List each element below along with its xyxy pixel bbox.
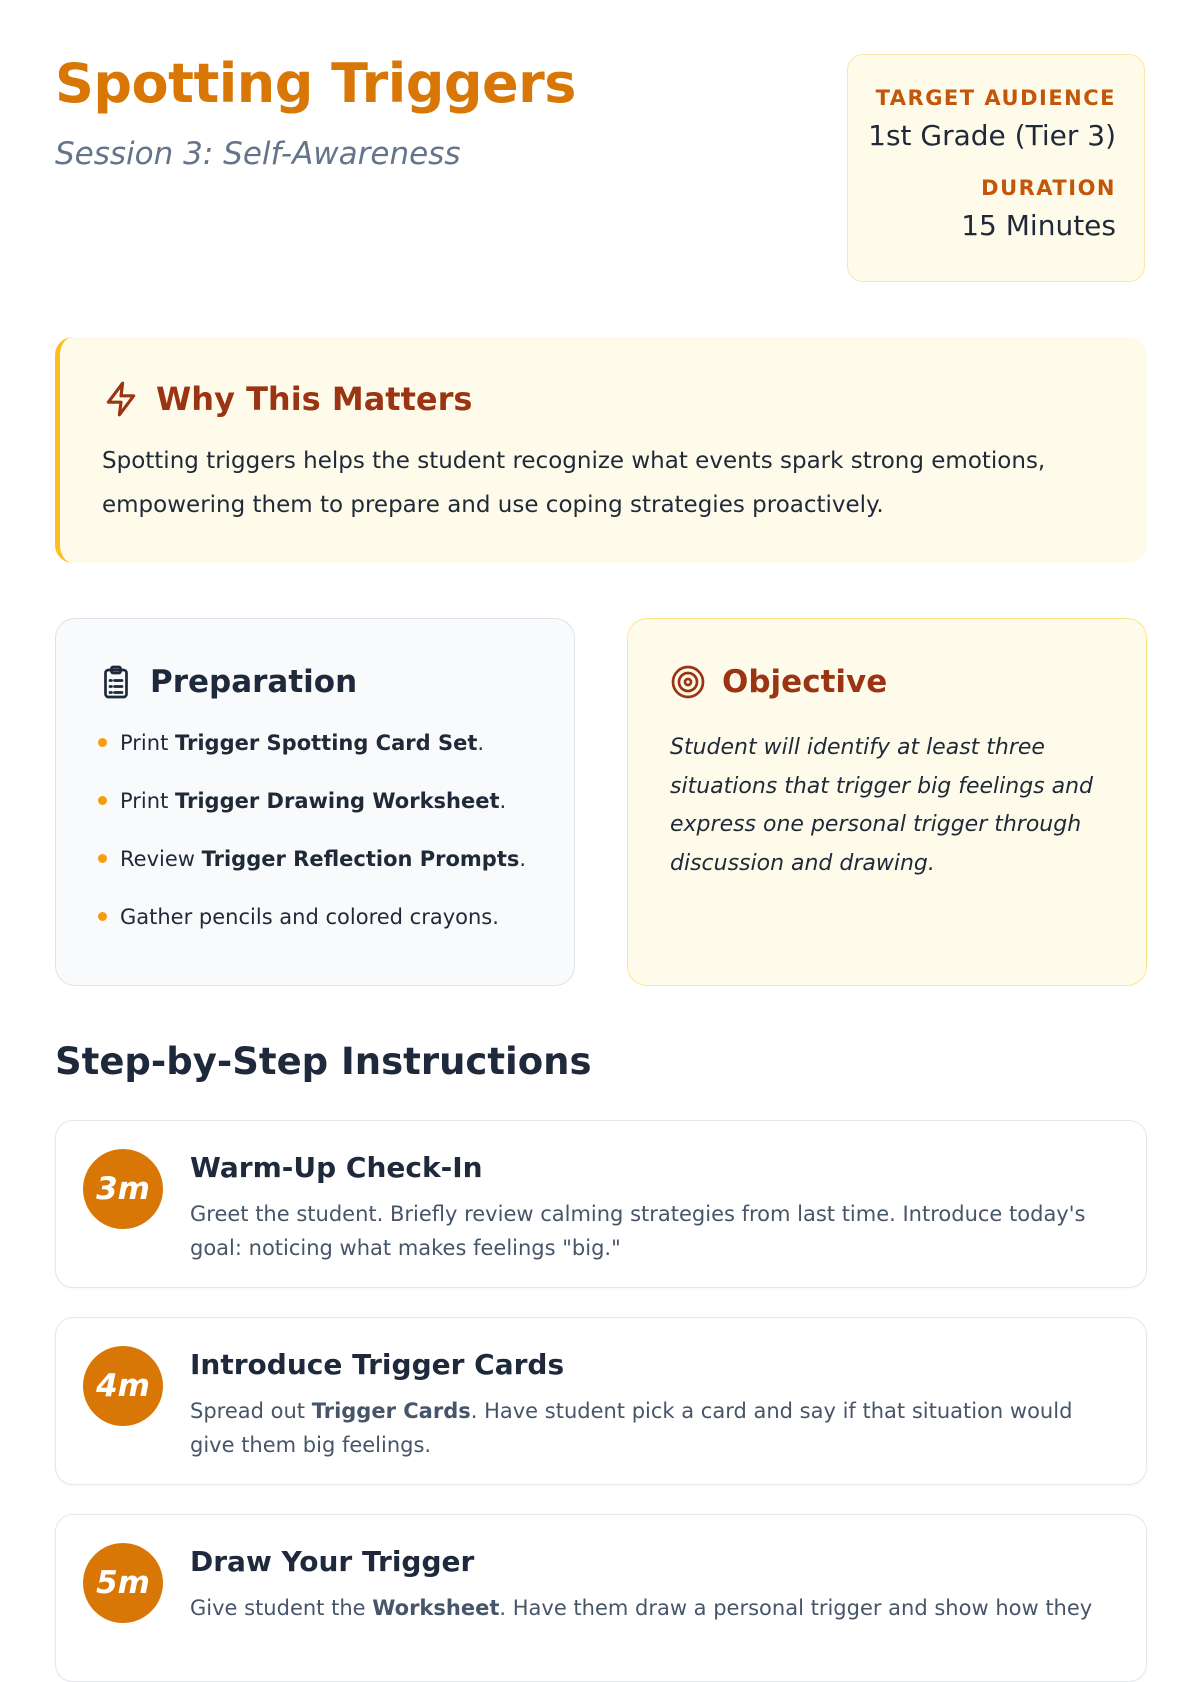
page-title: Spotting Triggers <box>55 52 576 115</box>
step-card <box>55 1514 1147 1682</box>
step-description: Give student the Worksheet. Have them draw a personal trigger and show how they <box>190 1596 1093 1620</box>
preparation-list <box>98 727 534 959</box>
bullet-icon <box>98 738 107 747</box>
why-title: Why This Matters <box>156 380 473 418</box>
preparation-card <box>55 618 575 986</box>
preparation-title: Preparation <box>150 664 358 700</box>
page-subtitle: Session 3: Self-Awareness <box>55 136 461 172</box>
list-item: Print Trigger Spotting Card Set. <box>98 727 534 785</box>
step-duration-badge: 4m <box>83 1346 163 1426</box>
objective-card <box>627 618 1147 986</box>
step-description: Spread out Trigger Cards. Have student pick a card and say if that situation would give them big feelings. <box>190 1399 1073 1457</box>
target-icon <box>670 664 706 700</box>
clipboard-icon <box>98 664 134 700</box>
bullet-icon <box>98 912 107 921</box>
steps-heading: Step-by-Step Instructions <box>55 1040 592 1083</box>
step-title: Draw Your Trigger <box>190 1545 475 1578</box>
list-item: Print Trigger Drawing Worksheet. <box>98 785 534 843</box>
step-duration-badge: 5m <box>83 1543 163 1623</box>
lesson-meta-box <box>847 54 1145 282</box>
step-card <box>55 1120 1147 1288</box>
step-card <box>55 1317 1147 1485</box>
why-this-matters-callout <box>55 337 1147 563</box>
step-duration-badge: 3m <box>83 1149 163 1229</box>
bullet-icon <box>98 796 107 805</box>
list-item: Gather pencils and colored crayons. <box>98 901 534 959</box>
objective-text: Student will identify at least three situations that trigger big feelings and express one personal trigger through discussion and drawing. <box>670 735 1094 876</box>
why-text: Spotting triggers helps the student recognize what events spark strong emotions, empowering them to prepare and use coping strategies proactively. <box>102 448 1046 518</box>
audience-value: 1st Grade (Tier 3) <box>868 119 1116 152</box>
step-description: Greet the student. Briefly review calming strategies from last time. Introduce today's goal: noticing what makes feelings "big." <box>190 1202 1086 1260</box>
audience-label: TARGET AUDIENCE <box>875 86 1116 110</box>
objective-title: Objective <box>722 664 888 700</box>
step-title: Introduce Trigger Cards <box>190 1348 565 1381</box>
bullet-icon <box>98 854 107 863</box>
duration-value: 15 Minutes <box>961 209 1116 242</box>
duration-label: DURATION <box>981 176 1116 200</box>
step-title: Warm-Up Check-In <box>190 1151 483 1184</box>
list-item: Review Trigger Reflection Prompts. <box>98 843 534 901</box>
lightning-icon <box>102 380 140 418</box>
